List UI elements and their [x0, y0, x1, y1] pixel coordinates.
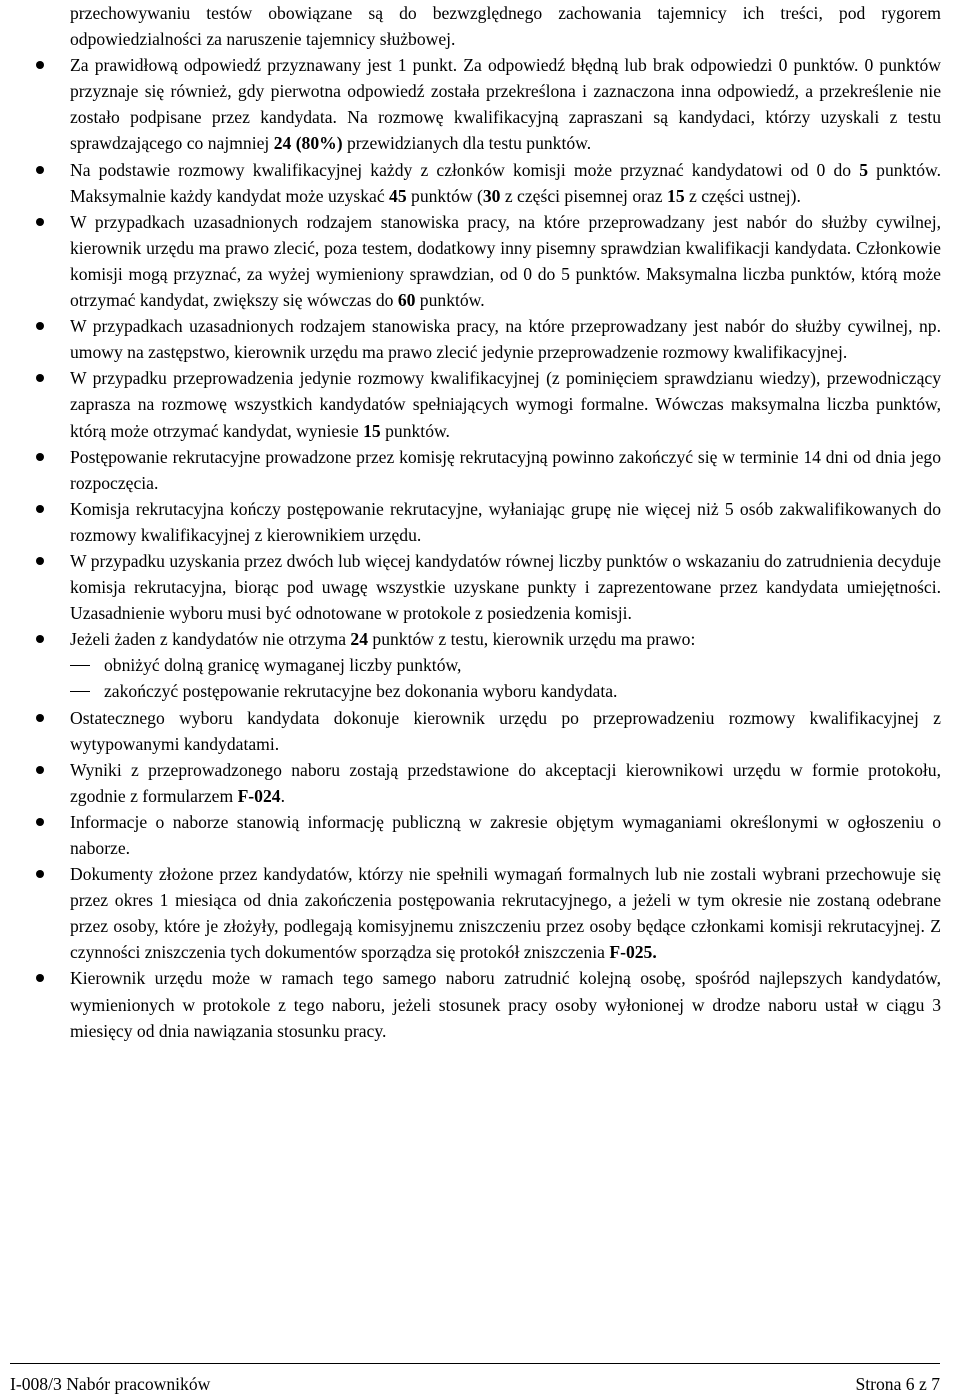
text-segment: Komisja rekrutacyjna kończy postępowanie rekrutacyjne, wyłaniając grupę nie więcej niż 5 osób zakwalifikowanych do rozmowy kwalifikacyjnej z kierownikiem urzędu.: [70, 498, 941, 545]
text-segment: Dokumenty złożone przez kandydatów, którzy nie spełnili wymagań formalnych lub nie zostali wybrani przechowuje się przez okres 1 miesiąca od dnia zakończenia postępowania rekrutacyjnego, a jeżeli w tym okresie nie zostaną odebrane przez osoby, które je złożyły, podlegają komisyjnemu zniszczeniu przez osoby będące członkami komisji rekrutacyjnej. Z czynności zniszczenia tych dokumentów sporządza się protokół zniszczenia: [70, 864, 941, 963]
list-item-text: [70, 757, 941, 809]
text-segment: Postępowanie rekrutacyjne prowadzone przez komisję rekrutacyjną powinno zakończyć się w terminie 14 dni od dnia jego rozpoczęcia.: [70, 446, 941, 493]
text-segment: punktów.: [415, 290, 485, 311]
list-item-text: [70, 809, 941, 861]
sub-list-item: [70, 652, 941, 678]
bullet-icon: [36, 61, 44, 69]
text-segment: Ostatecznego wyboru kandydata dokonuje kierownik urzędu po przeprowadzeniu rozmowy kwalifikacyjnej z wytypowanymi kandydatami.: [70, 707, 941, 754]
bullet-icon: [36, 635, 44, 643]
text-segment: Za prawidłową odpowiedź przyznawany jest 1 punkt. Za odpowiedź błędną lub brak odpowiedzi 0 punktów. 0 punktów przyznaje się również, gdy pierwotna odpowiedź została przekreślona i zaznaczona inna odpowiedź, a przekreślenie nie zostało podpisane przez kandydata. Na rozmowę kwalifikacyjną zapraszani są kandydaci, którzy uzyskali z testu sprawdzającego co najmniej: [70, 55, 941, 154]
text-segment: z części ustnej).: [684, 185, 801, 206]
document-content: [70, 0, 941, 1044]
list-item: [70, 496, 941, 548]
text-segment: Informacje o naborze stanowią informację publiczną w zakresie objętym wymaganiami określonymi w ogłoszeniu o naborze.: [70, 811, 941, 858]
bullet-icon: [36, 870, 44, 878]
sub-list-item: [70, 678, 941, 704]
text-segment: Kierownik urzędu może w ramach tego samego naboru zatrudnić kolejną osobę, spośród najlepszych kandydatów, wymienionych w protokole z tego naboru, jeżeli stosunek pracy osoby wyłonionej w drodze naboru ustał w ciągu 3 miesięcy od dnia nawiązania stosunku pracy.: [70, 968, 941, 1041]
list-item-text: [70, 496, 941, 548]
list-item-text: [70, 313, 941, 365]
text-segment: .: [280, 785, 285, 806]
list-item-text: [70, 52, 941, 156]
list-item: [70, 705, 941, 757]
list-item: [70, 548, 941, 626]
bullet-icon: [36, 974, 44, 982]
bullet-icon: [36, 374, 44, 382]
bullet-list: [70, 52, 941, 1044]
page-footer: [10, 1363, 940, 1394]
bullet-icon: [36, 453, 44, 461]
text-segment: W przypadkach uzasadnionych rodzajem stanowiska pracy, na które przeprowadzany jest nabór do służby cywilnej, kierownik urzędu ma prawo zlecić, poza testem, dodatkowy inny pisemny sprawdzian kwalifikacji kandydata. Członkowie komisji mogą przyznać, za wyżej wymieniony sprawdzian, od 0 do 5 punktów. Maksymalna liczba punktów, którą może otrzymać kandydat, zwiększy się wówczas do: [70, 211, 941, 311]
text-segment: punktów z testu, kierownik urzędu ma prawo:: [368, 629, 696, 650]
list-item: [70, 965, 941, 1043]
bullet-icon: [36, 166, 44, 174]
text-segment: W przypadku przeprowadzenia jedynie rozmowy kwalifikacyjnej (z pominięciem sprawdzianu wiedzy), przewodniczący zaprasza na rozmowę wszystkich kandydatów spełniających wymogi formalne. Wówczas maksymalna liczba punktów, którą może otrzymać kandydat, wyniesie: [70, 368, 941, 441]
list-item: [70, 52, 941, 156]
bullet-icon: [36, 557, 44, 565]
bullet-icon: [36, 322, 44, 330]
sub-list-item-text: zakończyć postępowanie rekrutacyjne bez dokonania wyboru kandydata.: [104, 681, 618, 702]
text-segment: Wyniki z przeprowadzonego naboru zostają przedstawione do akceptacji kierownikowi urzędu w formie protokołu, zgodnie z formularzem: [70, 759, 941, 806]
bold-text: F-024: [237, 785, 281, 806]
list-item: [70, 313, 941, 365]
sub-list-item-text: obniżyć dolną granicę wymaganej liczby punktów,: [104, 655, 462, 676]
text-segment: W przypadkach uzasadnionych rodzajem stanowiska pracy, na które przeprowadzany jest nabór do służby cywilnej, np. umowy na zastępstwo, kierownik urzędu ma prawo zlecić jedynie przeprowadzenie rozmowy kwalifikacyjnej.: [70, 316, 941, 363]
text-segment: Na podstawie rozmowy kwalifikacyjnej każdy z członków komisji może przyznać kandydatowi od 0 do: [70, 159, 860, 180]
dash-icon: [70, 691, 90, 692]
dash-icon: [70, 665, 90, 666]
list-item-text: [70, 705, 941, 757]
bold-text: 15: [667, 185, 685, 206]
bold-text: 5: [859, 159, 869, 180]
list-item-text: [70, 548, 941, 626]
bold-text: 15: [363, 420, 381, 441]
list-item: [70, 861, 941, 965]
text-segment: Jeżeli żaden z kandydatów nie otrzyma: [70, 629, 351, 650]
bold-text: 30: [482, 185, 501, 206]
bold-text: 45: [389, 185, 407, 206]
text-segment: punktów.: [380, 420, 450, 441]
list-item: [70, 809, 941, 861]
text-segment: punktów (: [406, 185, 483, 206]
bold-text: 24 (80%): [273, 133, 343, 154]
list-item: [70, 365, 941, 443]
bullet-icon: [36, 766, 44, 774]
list-item-text: [70, 209, 941, 313]
footer-page-number: Strona 6 z 7: [855, 1374, 940, 1394]
list-item-text: [70, 965, 941, 1043]
list-item-text: [70, 444, 941, 496]
list-item: [70, 157, 941, 209]
list-item: [70, 626, 941, 704]
bullet-icon: [36, 505, 44, 513]
list-item: [70, 444, 941, 496]
bold-text: F-025.: [609, 942, 657, 963]
list-item-text: [70, 626, 941, 652]
text-segment: przewidzianych dla testu punktów.: [342, 133, 592, 154]
bold-text: 60: [397, 290, 416, 311]
list-item-text: [70, 365, 941, 443]
text-segment: W przypadku uzyskania przez dwóch lub więcej kandydatów równej liczby punktów o wskazaniu do zatrudnienia decyduje komisja rekrutacyjna, biorąc pod uwagę wszystkie uzyskane punkty i zaprezentowane przez kandydata umiejętności. Uzasadnienie wyboru musi być odnotowane w protokole z posiedzenia komisji.: [70, 550, 941, 624]
list-item-text: [70, 861, 941, 965]
bullet-icon: [36, 714, 44, 722]
list-item-text: [70, 157, 941, 209]
intro-paragraph: przechowywaniu testów obowiązane są do bezwzględnego zachowania tajemnicy ich treści, pod rygorem odpowiedzialności za naruszenie tajemnicy służbowej.: [70, 3, 941, 50]
text-segment: punktów. Maksymalnie każdy kandydat może uzyskać: [70, 159, 942, 206]
bullet-icon: [36, 818, 44, 826]
bold-text: 24: [350, 629, 368, 650]
list-item: [70, 209, 941, 313]
bullet-icon: [36, 218, 44, 226]
list-item: [70, 757, 941, 809]
text-segment: z części pisemnej oraz: [500, 185, 668, 206]
footer-document-title: I-008/3 Nabór pracowników: [10, 1374, 211, 1394]
